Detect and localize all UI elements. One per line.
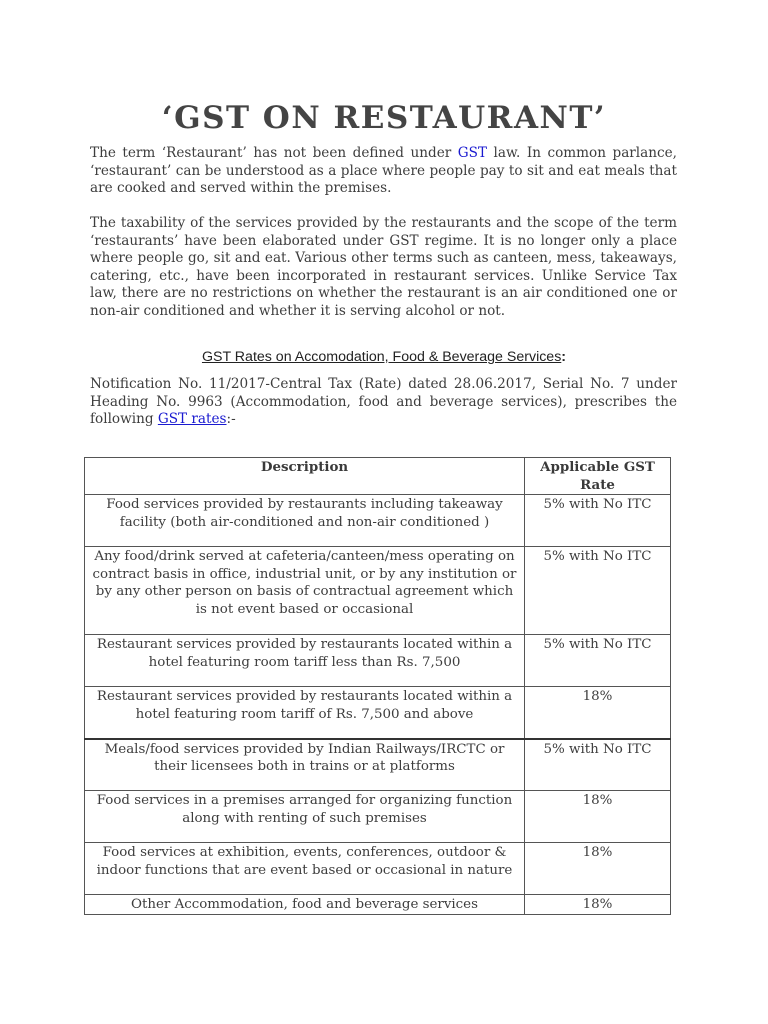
table-row <box>85 739 671 791</box>
table-row <box>85 895 671 915</box>
section-heading-text: GST Rates on Accomodation, Food & Beverage Services <box>201 349 562 365</box>
gst-rates-table <box>84 457 671 915</box>
notification-paragraph <box>90 376 677 429</box>
row-rate: 18% <box>525 687 671 739</box>
gst-link[interactable]: GST <box>457 145 488 161</box>
section-heading <box>0 349 768 365</box>
row-description: Restaurant services provided by restaurants located within a hotel featuring room tariff less than Rs. 7,500 <box>85 635 525 687</box>
row-rate: 5% with No ITC <box>525 495 671 547</box>
taxability-paragraph: The taxability of the services provided by the restaurants and the scope of the term ‘restaurants’ have been elaborated under GST regime. It is no longer only a place where people go, sit and eat. Various other terms such as canteen, mess, takeaways, catering, etc., have been incorporated in restaurant services. Unlike Service Tax law, there are no restrictions on whether the restaurant is an air conditioned one or non-air conditioned and whether it is serving alcohol or not. <box>90 215 677 319</box>
row-rate: 18% <box>525 791 671 843</box>
header-rate: Applicable GST Rate <box>525 458 671 495</box>
row-description: Any food/drink served at cafeteria/canteen/mess operating on contract basis in office, industrial unit, or by any institution or by any other person on basis of contractual agreement which is not event based or occasional <box>85 547 525 635</box>
row-description: Restaurant services provided by restaurants located within a hotel featuring room tariff of Rs. 7,500 and above <box>85 687 525 739</box>
header-description: Description <box>85 458 525 495</box>
table-row <box>85 495 671 547</box>
table-row <box>85 547 671 635</box>
page-title: ‘GST ON RESTAURANT’ <box>161 100 607 136</box>
gst-rates-link[interactable]: GST rates <box>157 411 227 428</box>
row-rate: 5% with No ITC <box>525 635 671 687</box>
intro-text-after: law. In common parlance, ‘restaurant’ can be understood as a place where people pay to sit and eat meals that are cooked and served within the premises. <box>90 145 677 197</box>
table-row <box>85 843 671 895</box>
table-header-row <box>85 458 671 495</box>
notification-text-after: :- <box>226 411 236 428</box>
row-rate: 5% with No ITC <box>525 739 671 791</box>
intro-paragraph <box>90 145 677 198</box>
intro-text-before: The term ‘Restaurant’ has not been defined under <box>90 145 458 161</box>
row-description: Other Accommodation, food and beverage services <box>85 895 525 915</box>
row-description: Food services in a premises arranged for organizing function along with renting of such premises <box>85 791 525 843</box>
table-row <box>85 635 671 687</box>
row-rate: 18% <box>525 843 671 895</box>
row-description: Food services at exhibition, events, conferences, outdoor & indoor functions that are event based or occasional in nature <box>85 843 525 895</box>
section-heading-colon: : <box>561 349 567 365</box>
notification-text-before: Notification No. 11/2017-Central Tax (Rate) dated 28.06.2017, Serial No. 7 under Heading No. 9963 (Accommodation, food and beverage services), prescribes the following <box>90 376 677 428</box>
table-row <box>85 687 671 739</box>
row-rate: 5% with No ITC <box>525 547 671 635</box>
table-row <box>85 791 671 843</box>
row-description: Food services provided by restaurants including takeaway facility (both air-conditioned and non-air conditioned ) <box>85 495 525 547</box>
row-rate: 18% <box>525 895 671 915</box>
row-description: Meals/food services provided by Indian Railways/IRCTC or their licensees both in trains or at platforms <box>85 739 525 791</box>
